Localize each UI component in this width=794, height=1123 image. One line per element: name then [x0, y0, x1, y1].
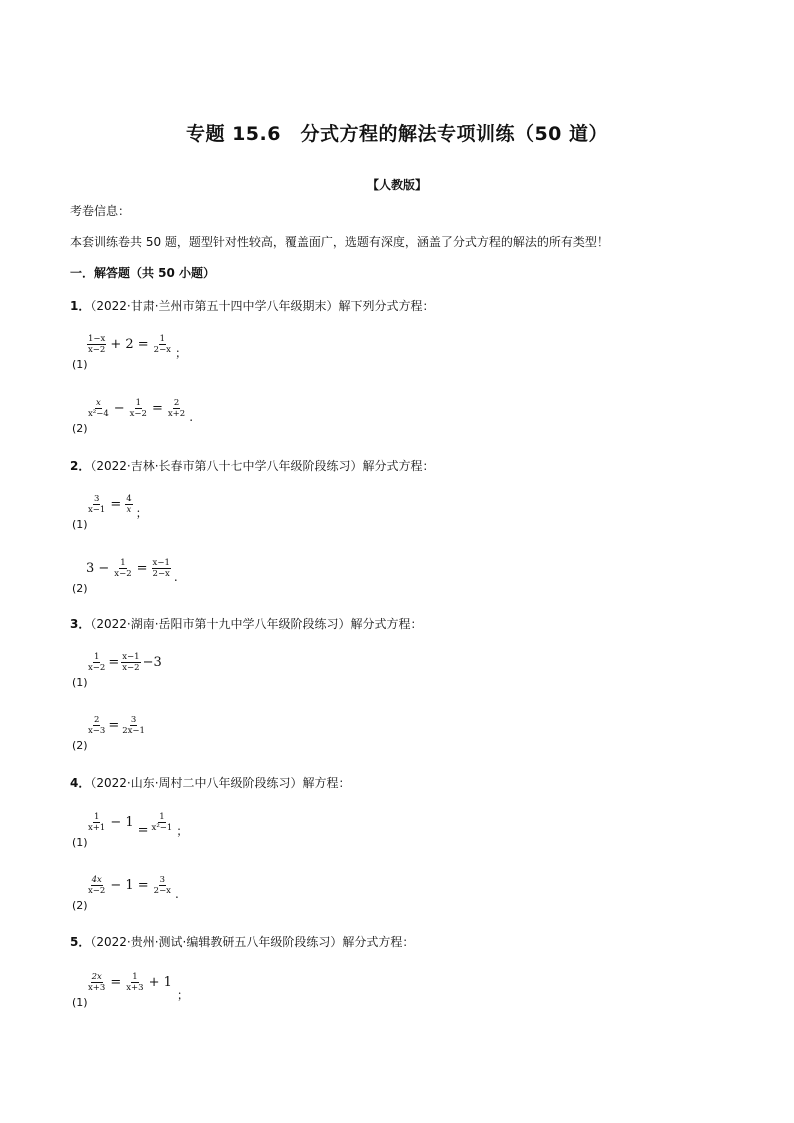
fraction: $\frac{1}{x+1}$: [88, 812, 106, 833]
part-label: (1): [72, 836, 88, 849]
fraction: $\frac{1}{x+3}$: [126, 972, 144, 993]
question-3-header: [70, 615, 423, 632]
fraction: $\frac{1-x}{x-2}$: [88, 334, 106, 355]
fraction: $\frac{4}{x}$: [126, 494, 132, 515]
equation: $\frac{2}{x-3}$ = $\frac{3}{2x-1}$: [88, 715, 145, 736]
fraction: $\frac{1}{x-2}$: [114, 558, 132, 579]
part-label: (2): [72, 422, 88, 435]
question-1-header: [70, 297, 435, 314]
question-text: （2022·湖南·岳阳市第十九中学八年级阶段练习）解分式方程：: [90, 617, 423, 631]
fraction: $\frac{4x}{x-2}$: [88, 875, 106, 896]
part-label: (1): [72, 358, 88, 371]
question-text: （2022·山东·周村二中八年级阶段练习）解方程：: [90, 776, 351, 790]
fraction: $\frac{1}{x-2}$: [129, 398, 147, 419]
question-5-header: [70, 933, 414, 950]
section-heading: 一．解答题（共 50 小题）: [70, 266, 216, 280]
fraction: $\frac{x-1}{x-2}$: [122, 652, 140, 673]
fraction: $\frac{2}{x-3}$: [88, 715, 106, 736]
fraction: $\frac{3}{2x-1}$: [122, 715, 145, 736]
equation: $\frac{2x}{x+3}$ = $\frac{1}{x+3}$ + 1 ；: [88, 972, 189, 1002]
part-label: (1): [72, 676, 88, 689]
fraction: $\frac{x}{\text{x²−4}}$: [88, 398, 109, 419]
question-number: 3．: [70, 617, 91, 631]
question-number: 2．: [70, 459, 91, 473]
equation: $\frac{4x}{x-2}$ − 1 = $\frac{3}{2-x}$ .: [88, 875, 179, 901]
fraction: $\frac{1}{x-2}$: [88, 652, 106, 673]
fraction: $\frac{3}{x-1}$: [88, 494, 106, 515]
part-label: (2): [72, 899, 88, 912]
edition-label: 【人教版】: [366, 178, 427, 192]
equation: 3 − $\frac{1}{x-2}$ = $\frac{x-1}{2-x}$ .: [86, 558, 178, 584]
question-text: （2022·甘肃·兰州市第五十四中学八年级期末）解下列分式方程：: [90, 299, 435, 313]
question-number: 5．: [70, 935, 91, 949]
fraction: $\frac{1}{2-x}$: [153, 334, 171, 355]
equation: $\frac{3}{x-1}$ = $\frac{4}{x}$ ；: [88, 494, 148, 520]
question-2-header: [70, 457, 435, 474]
page-title: 专题 15.6 分式方程的解法专项训练（50 道）: [185, 123, 609, 145]
part-label: (2): [72, 739, 88, 752]
part-label: (2): [72, 582, 88, 595]
intro-label: 考卷信息：: [70, 204, 131, 218]
fraction: $\frac{x-1}{2-x}$: [152, 558, 170, 579]
fraction: $\frac{2x}{x+3}$: [88, 972, 106, 993]
question-text: （2022·贵州·测试·编辑教研五八年级阶段练习）解分式方程：: [90, 935, 415, 949]
equation: $\frac{x}{\text{x²−4}}$ − $\frac{1}{x-2}$ = $\frac{2}{x+2}$ .: [88, 398, 194, 424]
fraction: $\frac{1}{\text{x²−1}}$: [151, 812, 173, 833]
question-number: 1．: [70, 299, 91, 313]
part-label: (1): [72, 996, 88, 1009]
question-number: 4．: [70, 776, 91, 790]
question-4-header: [70, 774, 351, 791]
equation: $\frac{1-x}{x-2}$ + 2 = $\frac{1}{2-x}$ ；: [88, 334, 187, 360]
question-text: （2022·吉林·长春市第八十七中学八年级阶段练习）解分式方程：: [90, 459, 435, 473]
fraction: $\frac{3}{2-x}$: [153, 875, 171, 896]
intro-text: 本套训练卷共 50 题，题型针对性较高，覆盖面广，选题有深度，涵盖了分式方程的解法的所有类型！: [70, 235, 609, 249]
part-label: (1): [72, 518, 88, 531]
equation: $\frac{1}{x-2}$ = $\frac{x-1}{x-2}$ −3: [88, 652, 162, 673]
equation: $\frac{1}{x+1}$ − 1 = $\frac{1}{\text{x²−1}}$ ；: [88, 812, 189, 838]
fraction: $\frac{2}{x+2}$: [167, 398, 186, 419]
